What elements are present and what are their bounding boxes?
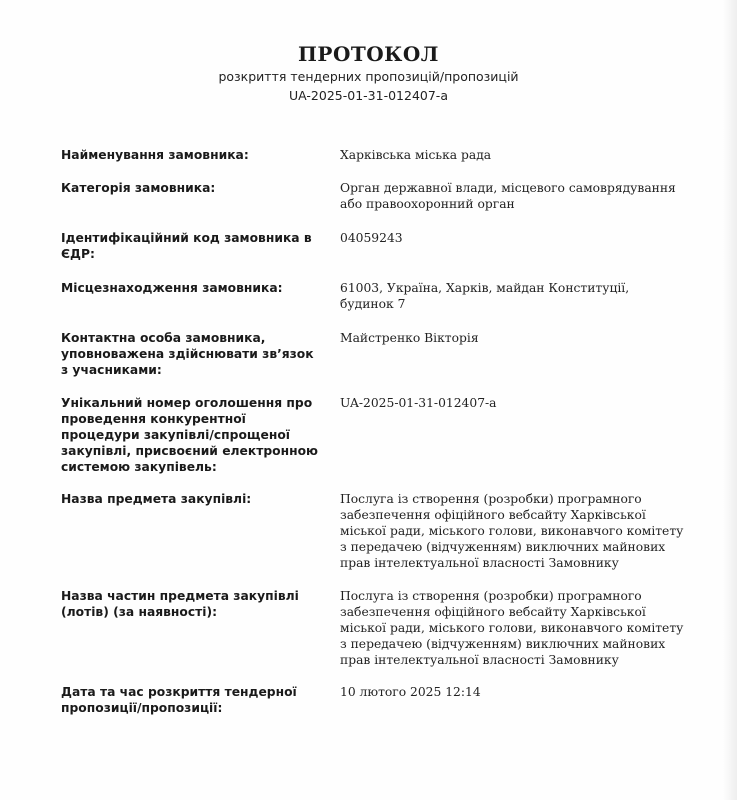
row-value: Майстренко Вікторія [340, 331, 479, 345]
row-value: 61003, Україна, Харків, майдан Конституції, будинок 7 [340, 281, 630, 311]
document-id: UA-2025-01-31-012407-a [289, 88, 448, 103]
document-title: ПРОТОКОЛ [298, 42, 439, 66]
row-value: 04059243 [340, 231, 403, 245]
row-value: Послуга із створення (розробки) програмного забезпечення офіційного вебсайту Харківської міської ради, міського голови, виконавчого комітету з передачею (відчуженням) виключних майнових прав інтелектуальної власності Замовнику [340, 589, 684, 667]
row-label: Назва частин предмета закупівлі (лотів) (за наявності): [61, 589, 299, 619]
row-label: Категорія замовника: [61, 181, 216, 195]
page-edge-shadow [723, 0, 737, 800]
row-value: Орган державної влади, місцевого самоврядування або правоохоронний орган [340, 181, 676, 211]
row-label: Унікальний номер оголошення про проведення конкурентної процедури закупівлі/спрощеної закупівлі, присвоєний електронною системою закупівель: [61, 396, 319, 474]
document-header [0, 42, 737, 104]
row-value: Послуга із створення (розробки) програмного забезпечення офіційного вебсайту Харківської міської ради, міського голови, виконавчого комітету з передачею (відчуженням) виключних майнових прав інтелектуальної власності Замовнику [340, 492, 684, 570]
row-label: Контактна особа замовника, уповноважена здійснювати зв’язок з учасниками: [61, 331, 314, 377]
row-value: Харківська міська рада [340, 148, 492, 162]
row-value: UA-2025-01-31-012407-a [340, 396, 497, 410]
row-label: Найменування замовника: [61, 148, 249, 162]
row-label: Назва предмета закупівлі: [61, 492, 252, 506]
row-label: Дата та час розкриття тендерної пропозиції/пропозиції: [61, 685, 297, 715]
document-subtitle: розкриття тендерних пропозицій/пропозицій [218, 69, 519, 84]
row-value: 10 лютого 2025 12:14 [340, 685, 481, 699]
row-label: Ідентифікаційний код замовника в ЄДР: [61, 231, 312, 261]
row-label: Місцезнаходження замовника: [61, 281, 283, 295]
